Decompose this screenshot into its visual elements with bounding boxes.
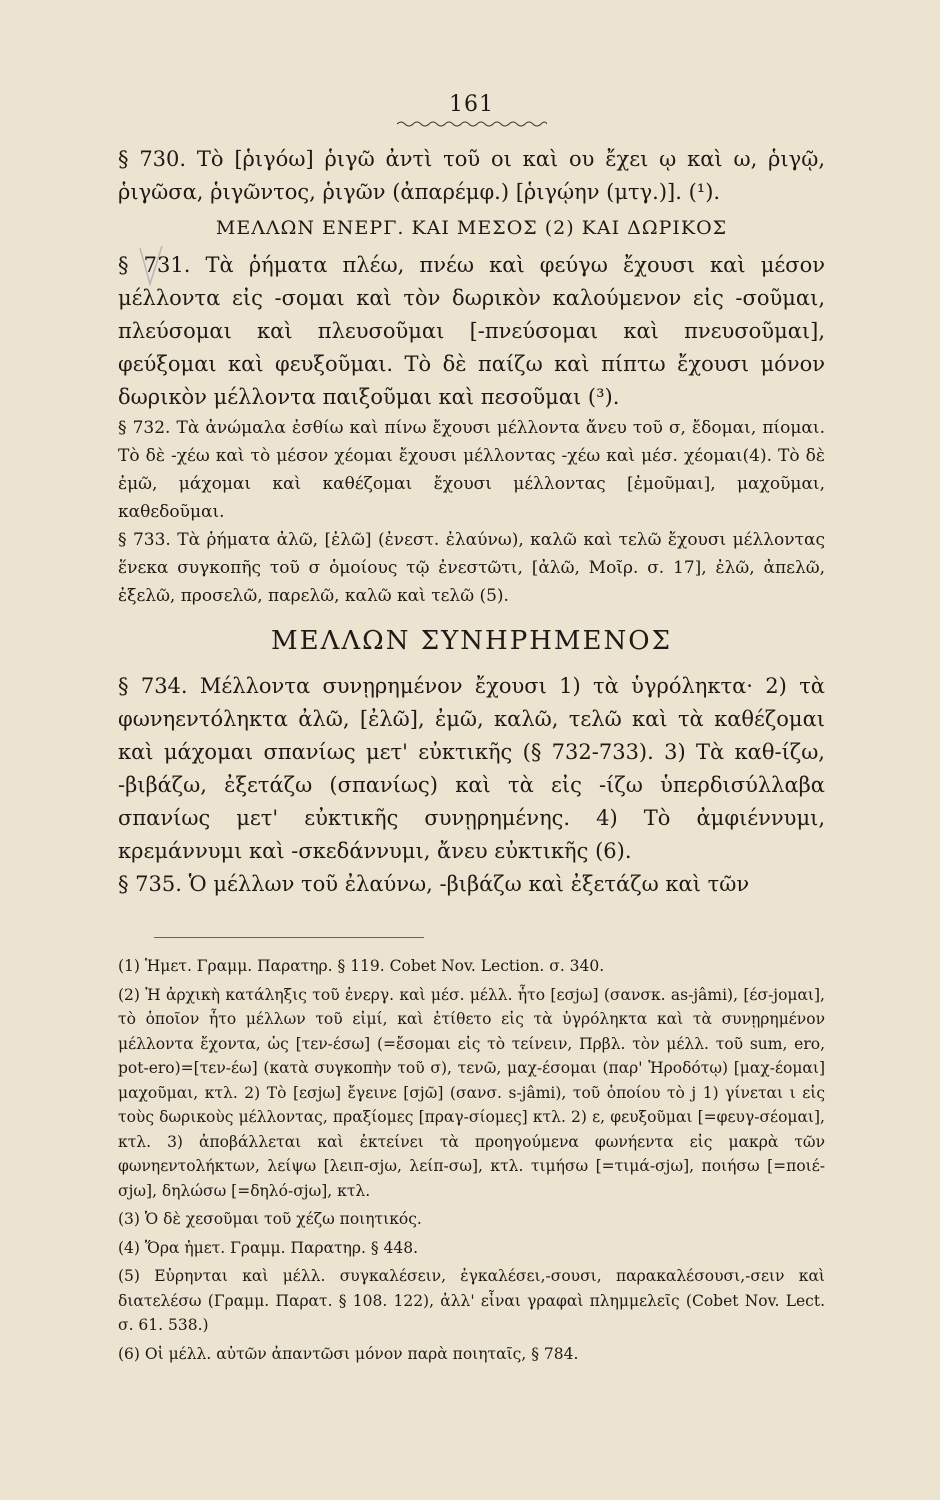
paragraph-733: § 733. Τὰ ῥήματα ἀλῶ, [ἐλῶ] (ἐνεστ. ἐλαύνω), καλῶ καὶ τελῶ ἔχουσι μέλλοντας ἕνεκα συγκοπῆς τοῦ σ ὁμοίους τῷ ἐνεστῶτι, [ἀλῶ, Μοῖρ. σ. 17], ἐλῶ, ἀπελῶ, ἐξελῶ, προσελῶ, παρελῶ, καλῶ καὶ τελῶ (5). xyxy=(118,530,825,606)
paragraph-730: § 730. Τὸ [ῥιγόω] ῥιγῶ ἀντὶ τοῦ οι καὶ ου ἔχει ῳ καὶ ω, ῥιγῷ, ῥιγῶσα, ῥιγῶντος, ῥιγῶν (ἀπαρέμφ.) [ῥιγῴην (μτγ.)]. (¹). xyxy=(118,147,825,204)
pencil-mark xyxy=(136,244,166,290)
paragraph-732: § 732. Τὰ ἀνώμαλα ἐσθίω καὶ πίνω ἔχουσι μέλλοντα ἄνευ τοῦ σ, ἔδομαι, πίομαι. Τὸ δὲ -χέω καὶ τὸ μέσον χέομαι ἔχουσι μέλλοντας -χέω καὶ μέσ. χέομαι(4). Τὸ δὲ ἐμῶ, μάχομαι καὶ καθέζομαι ἔχουσι μέλλοντας [ἐμοῦμαι], μαχοῦμαι, καθεδοῦμαι. xyxy=(118,418,825,522)
footnote-4: (4) Ὅρα ἡμετ. Γραμμ. Παρατηρ. § 448. xyxy=(118,1238,419,1257)
footnote-2: (2) Ἡ ἀρχικὴ κατάληξις τοῦ ἐνεργ. καὶ μέσ. μέλλ. ἦτο [εσjω] (σανσκ. as-jâmi), [έσ-jομαι], τὸ ὁποῖον ἦτο μέλλων τοῦ εἰμί, καὶ ἐτίθετο εἰς τὰ ὑγρόληκτα καὶ τὰ συνῃρημένον μέλλοντα ἔχοντα, ὡς [τεν-έσω] (=ἔσομαι εἰς τὸ τείνειν, Πρβλ. τὸν μέλλ. τοῦ sum, ero, pot-ero)=[τεν-έω] (κατὰ συγκοπὴν τοῦ σ), τενῶ, μαχ-έσομαι (παρ' Ἡροδότῳ) [μαχ-έομαι] μαχοῦμαι, κτλ. 2) Τὸ [εσjω] ἔγεινε [σjῶ] (σανσ. s-jâmi), τοῦ ὁποίου τὸ j 1) γίνεται ι εἰς τοὺς δωρικοὺς μέλλοντας, πραξίομες [πραγ-σίομες] κτλ. 2) ε, φευξοῦμαι [=φευγ-σέομαι], κτλ. 3) ἀποβάλλεται καὶ ἐκτείνει τὰ προηγούμενα φωνήεντα εἰς μακρὰ τῶν φωνηεντολήκτων, λείψω [λειπ-σjω, λείπ-σω], κτλ. τιμήσω [=τιμά-σjω], ποιήσω [=ποιέ-σjω], δηλώσω [=δηλό-σjω], κτλ. xyxy=(118,985,825,1200)
wavy-rule-ornament xyxy=(397,119,547,129)
footnote-6: (6) Οἱ μέλλ. αὐτῶν ἀπαντῶσι μόνον παρὰ ποιηταῖς, § 784. xyxy=(118,1344,579,1363)
footnote-5: (5) Εὑρηνται καὶ μέλλ. συγκαλέσειν, ἐγκαλέσει,-σουσι, παρακαλέσουσι,-σειν καὶ διατελέσω (Γραμμ. Παρατ. § 108. 122), ἀλλ' εἶναι γραφαὶ πλημμελεῖς (Cobet Nov. Lect. σ. 61. 538.) xyxy=(118,1267,825,1334)
footnote-1: (1) Ἡμετ. Γραμμ. Παρατηρ. § 119. Cobet Nov. Lection. σ. 340. xyxy=(118,957,605,975)
section-heading-contracted-future: ΜΕΛΛΩΝ ΣΥΝΗΡΗΜΕΝΟΣ xyxy=(271,626,672,656)
footnote-divider xyxy=(154,937,424,938)
section-heading-future-active-middle-doric: ΜΕΛΛΩΝ ΕΝΕΡΓ. ΚΑΙ ΜΕΣΟΣ (2) ΚΑΙ ΔΩΡΙΚΟΣ xyxy=(215,217,728,239)
paragraph-735: § 735. Ὁ μέλλων τοῦ ἐλαύνω, -βιβάζω καὶ ἐξετάζω καὶ τῶν xyxy=(118,872,750,896)
footnote-3: (3) Ὁ δὲ χεσοῦμαι τοῦ χέζω ποιητικός. xyxy=(118,1210,422,1228)
paragraph-734: § 734. Μέλλοντα συνῃρημένον ἔχουσι 1) τὰ ὑγρόληκτα· 2) τὰ φωνηεντόληκτα ἀλῶ, [ἐλῶ], ἐμῶ, καλῶ, τελῶ καὶ τὰ καθέζομαι καὶ μάχομαι σπανίως μετ' εὐκτικῆς (§ 732-733). 3) Τὰ καθ-ίζω, -βιβάζω, ἐξετάζω (σπανίως) καὶ τὰ εἰς -ίζω ὑπερδισύλλαβα σπανίως μετ' εὐκτικῆς συνῃρημένης. 4) Τὸ ἀμφιέννυμι, κρεμάννυμι καὶ -σκεδάννυμι, ἄνευ εὐκτικῆς (6). xyxy=(118,674,825,863)
page-number: 161 xyxy=(449,92,494,117)
paragraph-731: § 731. Τὰ ῥήματα πλέω, πνέω καὶ φεύγω ἔχουσι καὶ μέσον μέλλοντα εἰς -σομαι καὶ τὸν δωρικὸν καλούμενον εἰς -σοῦμαι, πλεύσομαι καὶ πλευσοῦμαι [-πνεύσομαι καὶ πνευσοῦμαι], φεύξομαι καὶ φευξοῦμαι. Τὸ δὲ παίζω καὶ πίπτω ἔχουσι μόνον δωρικὸν μέλλοντα παιξοῦμαι καὶ πεσοῦμαι (³). xyxy=(118,253,825,409)
footnotes xyxy=(118,954,825,1366)
